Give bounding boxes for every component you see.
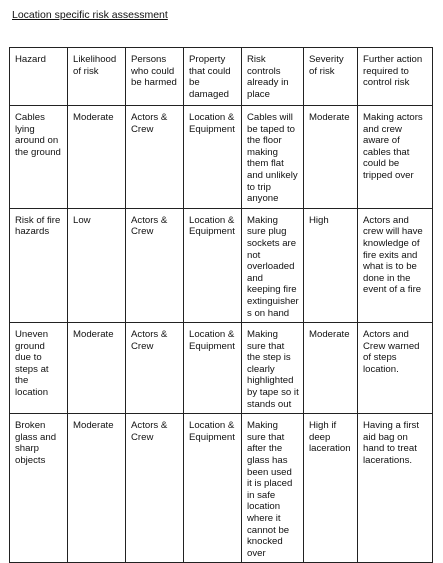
cell-likelihood: Moderate (68, 414, 126, 563)
cell-persons: Actors & Crew (126, 323, 184, 414)
cell-persons: Actors & Crew (126, 106, 184, 209)
cell-controls: Cables will be taped to the floor making them flat and unlikely to trip anyone (242, 106, 304, 209)
cell-hazard: Broken glass and sharp objects (10, 414, 68, 563)
cell-further-action: Having a first aid bag on hand to treat lacerations. (358, 414, 433, 563)
risk-assessment-table (9, 47, 433, 563)
cell-further-action: Actors and crew will have knowledge of fire exits and what is to be done in the event of a fire (358, 208, 433, 322)
cell-further-action: Actors and Crew warned of steps location. (358, 323, 433, 414)
cell-further-action: Making actors and crew aware of cables that could be tripped over (358, 106, 433, 209)
header-further-action: Further action required to control risk (358, 48, 433, 106)
cell-controls: Making sure that the step is clearly highlighted by tape so it stands out (242, 323, 304, 414)
table-row (10, 323, 433, 414)
cell-likelihood: Low (68, 208, 126, 322)
table-header-row (10, 48, 433, 106)
cell-severity: Moderate (304, 106, 358, 209)
cell-hazard: Cables lying around on the ground (10, 106, 68, 209)
header-property-damaged: Property that could be damaged (184, 48, 242, 106)
cell-severity: Moderate (304, 323, 358, 414)
cell-hazard: Risk of fire hazards (10, 208, 68, 322)
cell-likelihood: Moderate (68, 323, 126, 414)
cell-hazard: Uneven ground due to steps at the location (10, 323, 68, 414)
cell-property: Location & Equipment (184, 106, 242, 209)
cell-controls: Making sure that after the glass has been used it is placed in safe location where it cannot be knocked over (242, 414, 304, 563)
cell-likelihood: Moderate (68, 106, 126, 209)
cell-severity: High if deep laceration (304, 414, 358, 563)
cell-property: Location & Equipment (184, 323, 242, 414)
cell-severity: High (304, 208, 358, 322)
table-row (10, 106, 433, 209)
header-risk-controls: Risk controls already in place (242, 48, 304, 106)
page-title: Location specific risk assessment (12, 9, 168, 21)
header-severity: Severity of risk (304, 48, 358, 106)
header-hazard: Hazard (10, 48, 68, 106)
cell-persons: Actors & Crew (126, 208, 184, 322)
cell-property: Location & Equipment (184, 414, 242, 563)
header-likelihood: Likelihood of risk (68, 48, 126, 106)
cell-persons: Actors & Crew (126, 414, 184, 563)
table-row (10, 208, 433, 322)
cell-property: Location & Equipment (184, 208, 242, 322)
table-row (10, 414, 433, 563)
cell-controls: Making sure plug sockets are not overloaded and keeping fire extinguishers on hand (242, 208, 304, 322)
header-persons-harmed: Persons who could be harmed (126, 48, 184, 106)
